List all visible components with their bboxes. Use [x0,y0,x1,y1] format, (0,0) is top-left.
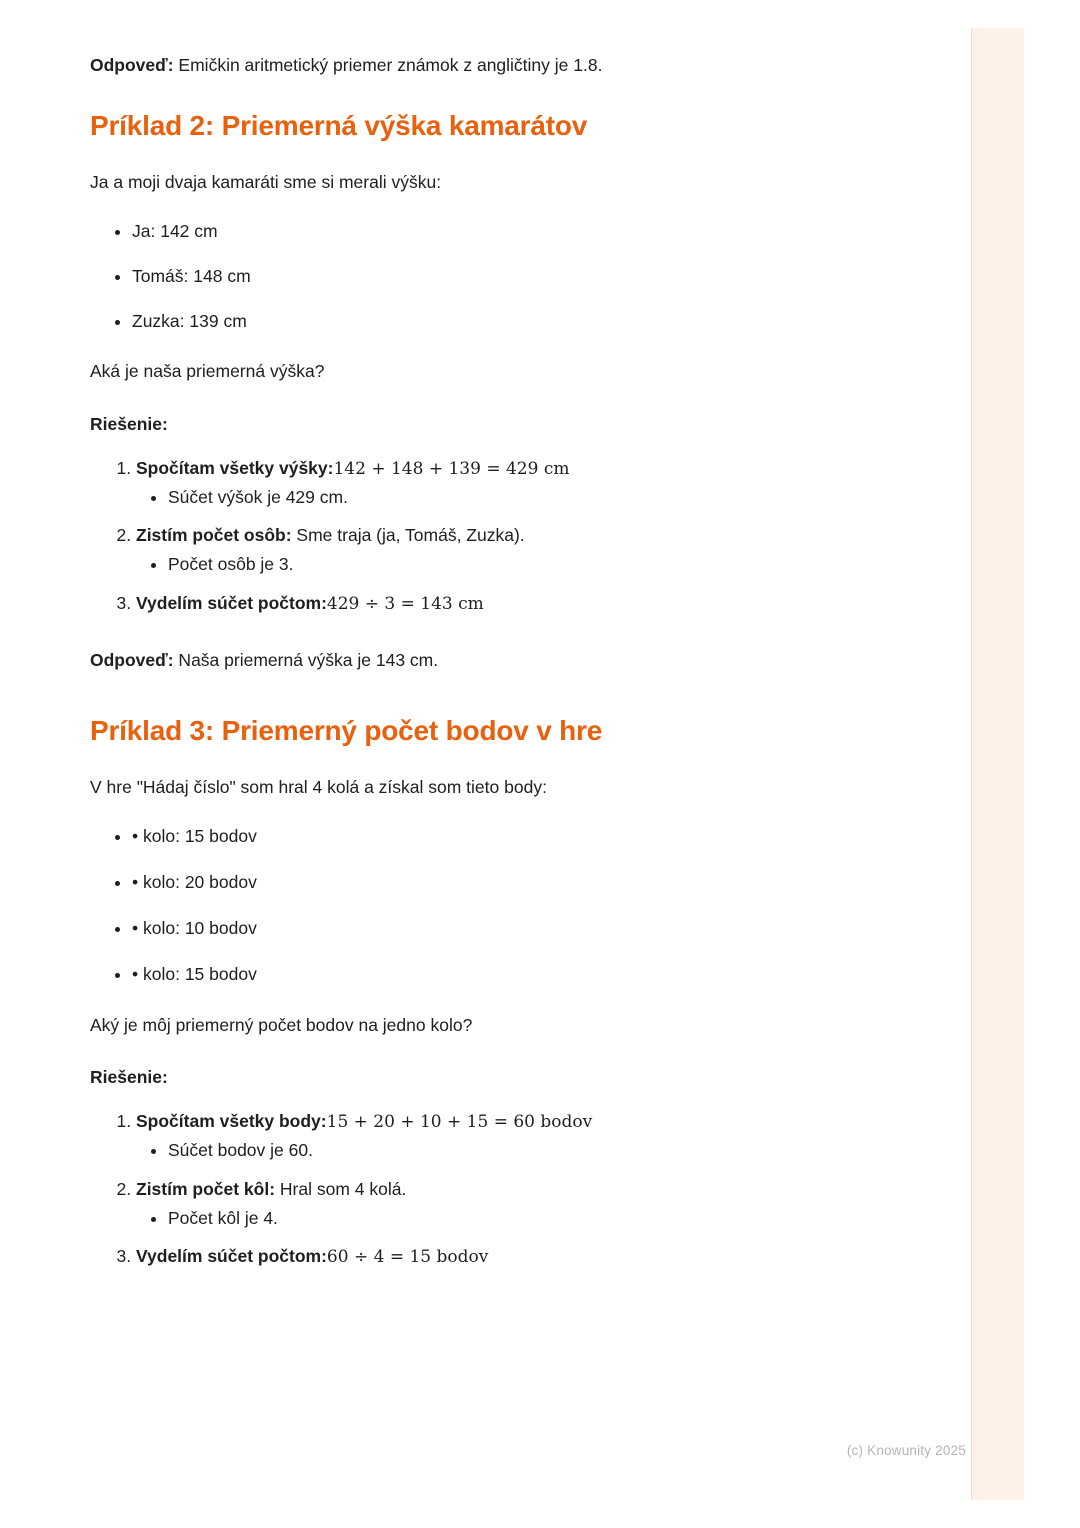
step-title: Zistím počet kôl: [136,1178,276,1199]
steps-example-2 [90,455,926,617]
step-sublist [136,484,926,510]
question-example-3: Aký je môj priemerný počet bodov na jedno kolo? [90,1014,473,1035]
step-title: Spočítam všetky body: [136,1111,327,1132]
list-heights [90,218,926,335]
page-content [56,28,972,1500]
lead-example-2: Ja a moji dvaja kamaráti sme si merali výšku: [90,172,442,193]
answer-text: Naša priemerná výška je 143 cm. [173,650,439,671]
heading-example-3: Príklad 3: Priemerný počet bodov v hre [90,715,603,747]
solution-label-example-2: Riešenie: [90,413,168,434]
answer-text: Emičkin aritmetický priemer známok z angličtiny je 1.8. [173,55,603,75]
question-example-2: Aká je naša priemerná výška? [90,361,325,382]
step-title: Vydelím súčet počtom: [136,592,327,613]
list-item: • Zuzka: 139 cm [132,308,926,334]
answer-label: Odpoveď: [90,650,174,671]
page-side-strip [971,28,1024,1500]
steps-example-3 [90,1108,926,1270]
step-item [136,1108,926,1164]
list-rounds [90,823,926,988]
step-item [136,522,926,577]
step-item [136,590,926,617]
step-title: Zistím počet osôb: [136,525,292,546]
step-text: Sme traja (ja, Tomáš, Zuzka). [291,525,525,546]
step-sublist [136,551,926,577]
step-text: Hral som 4 kolá. [275,1178,407,1199]
list-item: • • kolo: 15 bodov [132,823,926,849]
spacer [90,637,926,647]
answer-label: Odpoveď: [90,55,174,75]
answer-example-2 [90,647,926,673]
step-math: 429 ÷ 3 = 143 cm [326,593,484,614]
step-title: Spočítam všetky výšky: [136,457,334,478]
sub-item: • Počet osôb je 3. [168,551,926,577]
document-page [56,28,1024,1500]
step-sublist [136,1137,926,1163]
step-item [136,1243,926,1270]
step-math: 15 + 20 + 10 + 15 = 60 bodov [326,1112,593,1133]
step-item [136,1176,926,1231]
list-item: • • kolo: 15 bodov [132,961,926,987]
step-title: Vydelím súčet počtom: [136,1246,327,1267]
list-item: • • kolo: 20 bodov [132,869,926,895]
solution-label-example-3: Riešenie: [90,1066,168,1087]
list-item: • Ja: 142 cm [132,218,926,244]
heading-example-2: Príklad 2: Priemerná výška kamarátov [90,110,588,142]
step-math: 60 ÷ 4 = 15 bodov [326,1247,489,1268]
list-item: • Tomáš: 148 cm [132,263,926,289]
watermark: (c) Knowunity 2025 [846,1443,966,1458]
sub-item: • Súčet bodov je 60. [168,1137,926,1163]
lead-example-3: V hre "Hádaj číslo" som hral 4 kolá a získal som tieto body: [90,777,547,798]
step-item [136,455,926,511]
step-math: 142 + 148 + 139 = 429 cm [333,458,570,479]
list-item: • • kolo: 10 bodov [132,915,926,941]
step-sublist [136,1205,926,1231]
sub-item: • Súčet výšok je 429 cm. [168,484,926,510]
sub-item: • Počet kôl je 4. [168,1205,926,1231]
answer-example-1 [90,52,926,78]
